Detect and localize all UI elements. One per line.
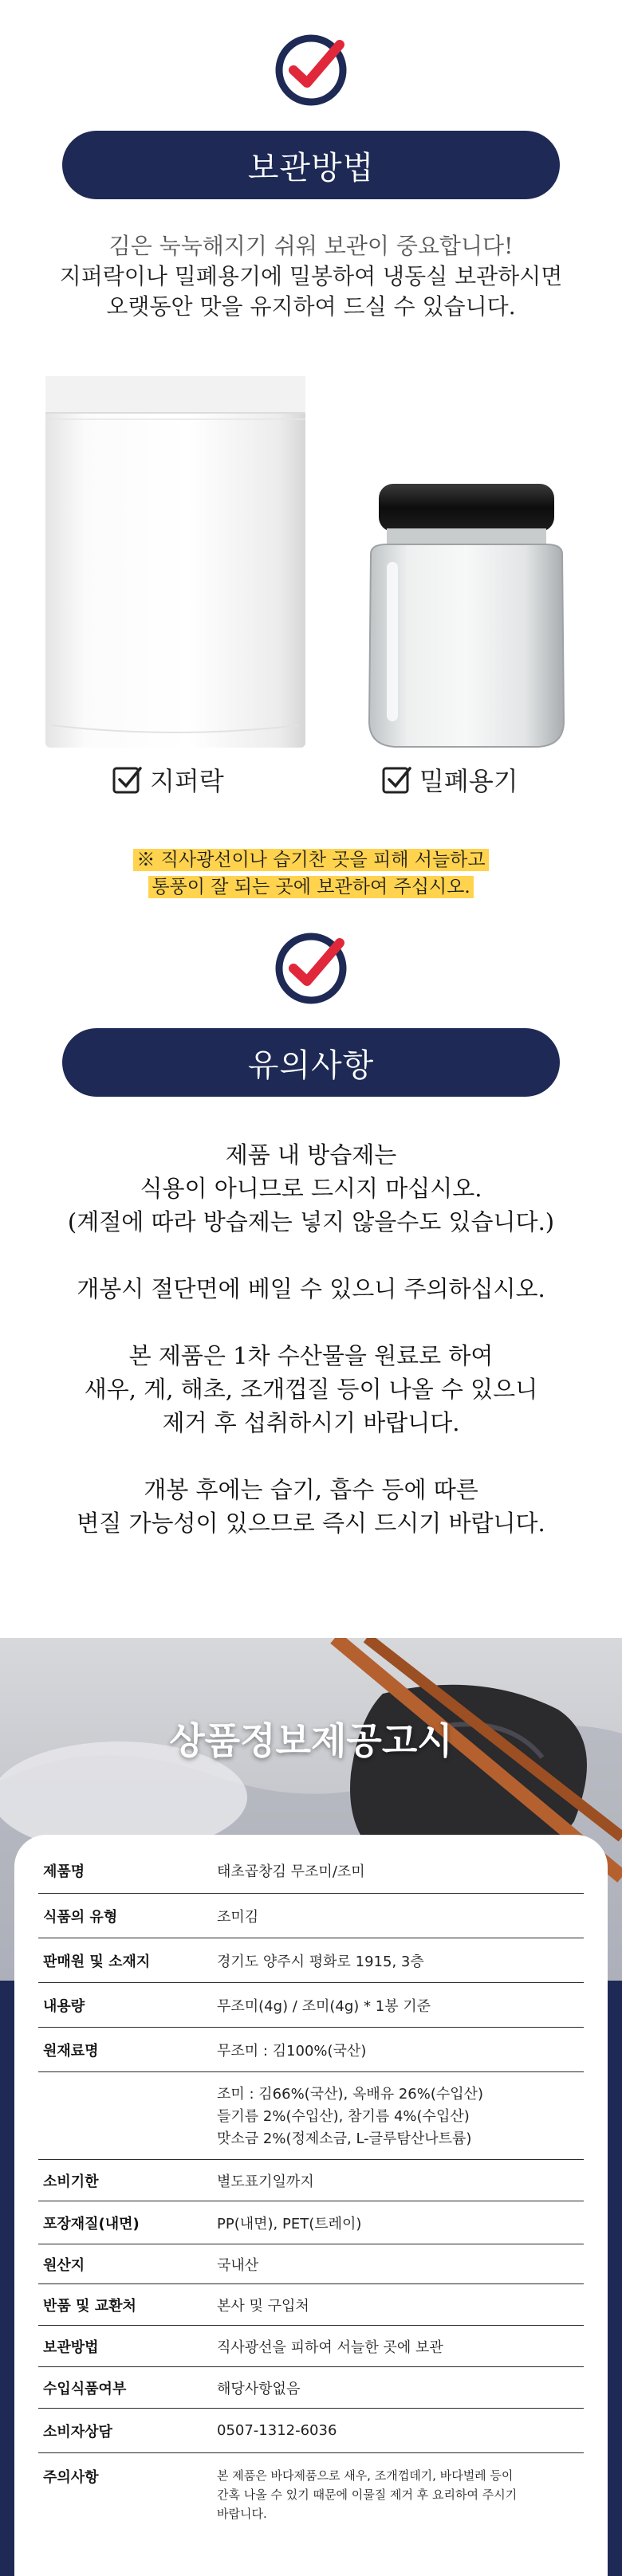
option-container: [381, 761, 518, 798]
row-value: 조미김: [217, 1908, 259, 1926]
row-value-line: 들기름 2%(수입산), 참기름 4%(수입산): [217, 2108, 470, 2125]
storage-notice: [0, 846, 622, 901]
row-value: 직사광선을 피하여 서늘한 곳에 보관: [217, 2338, 443, 2356]
sealed-jar-image: [355, 482, 578, 749]
row-key: 내용량: [43, 1997, 85, 2015]
row-key: 원산지: [43, 2256, 85, 2274]
table-row: [38, 2326, 584, 2367]
row-value: 별도표기일까지: [217, 2173, 314, 2190]
caution-line: 제거 후 섭취하시기 바랍니다.: [162, 1409, 460, 1436]
row-value: 무조미 : 김100%(국산): [217, 2042, 367, 2060]
caution-title-banner: [62, 1028, 560, 1097]
option-container-label: 밀폐용기: [419, 766, 518, 796]
storage-title: 보관방법: [247, 149, 375, 187]
row-value-line: 바랍니다.: [217, 2507, 267, 2521]
caution-line: 식용이 아니므로 드시지 마십시오.: [140, 1175, 482, 1202]
row-key: 식품의 유형: [43, 1908, 118, 1926]
row-key: 보관방법: [43, 2338, 99, 2356]
row-value-line: 조미 : 김66%(국산), 옥배유 26%(수입산): [217, 2086, 484, 2103]
checkbox-icon: [112, 764, 144, 795]
table-row: [38, 2453, 584, 2533]
caution-text: [0, 1138, 622, 1540]
row-value-line: 본 제품은 바다제품으로 새우, 조개껍데기, 바다벌레 등이: [217, 2468, 514, 2483]
option-zipper: [112, 761, 224, 798]
row-key: 판매원 및 소재지: [43, 1953, 151, 1970]
storage-line: 오랫동안 맛을 유지하여 드실 수 있습니다.: [106, 293, 516, 320]
caution-line: 변질 가능성이 있으므로 즉시 드시기 바랍니다.: [77, 1510, 545, 1537]
caution-line: 제품 내 방습제는: [225, 1141, 397, 1168]
table-row: [38, 1894, 584, 1938]
table-row: [38, 2244, 584, 2284]
zipper-bag-image: [44, 375, 307, 749]
row-value: [217, 2083, 584, 2150]
row-value: 국내산: [217, 2256, 259, 2274]
row-value: 경기도 양주시 평화로 1915, 3층: [217, 1953, 424, 1970]
row-key: 포장재질(내면): [43, 2215, 140, 2232]
checkmark-icon: [271, 929, 351, 1008]
notice-line: 통풍이 잘 되는 곳에 보관하여 주십시오.: [148, 876, 473, 898]
checkmark-icon: [271, 30, 351, 110]
row-key: 주의사항: [43, 2469, 99, 2486]
row-value-line: 간혹 나올 수 있기 때문에 이물질 제거 후 요리하여 주시기: [217, 2488, 518, 2502]
table-row: [38, 2028, 584, 2072]
row-value: PP(내면), PET(트레이): [217, 2215, 362, 2232]
table-row: [38, 2284, 584, 2326]
product-info-title: 상품정보제공고시: [169, 1719, 453, 1762]
caution-line: (계절에 따라 방습제는 넣지 않을수도 있습니다.): [67, 1208, 555, 1235]
row-key: 소비기한: [43, 2173, 99, 2190]
row-value: 해당사항없음: [217, 2380, 301, 2397]
storage-line: 김은 눅눅해지기 쉬워 보관이 중요합니다!: [108, 233, 514, 259]
row-value: 본사 및 구입처: [217, 2297, 309, 2315]
table-row: [38, 2409, 584, 2453]
table-row: [38, 2160, 584, 2201]
storage-line: 지퍼락이나 밀폐용기에 밀봉하여 냉동실 보관하시면: [59, 263, 563, 289]
row-value: [217, 2466, 584, 2523]
table-row: [38, 2072, 584, 2160]
row-key: 제품명: [43, 1863, 85, 1880]
row-key: 수입식품여부: [43, 2380, 127, 2397]
row-value: 0507-1312-6036: [217, 2422, 337, 2439]
row-value: 무조미(4g) / 조미(4g) * 1봉 기준: [217, 1997, 431, 2015]
table-row: [38, 1938, 584, 1983]
caution-line: 새우, 게, 해초, 조개껍질 등이 나올 수 있으니: [84, 1376, 538, 1403]
checkbox-icon: [381, 764, 413, 795]
caution-line: 본 제품은 1차 수산물을 원료로 하여: [128, 1342, 494, 1369]
product-info-table: [38, 1848, 584, 2533]
table-row: [38, 1983, 584, 2028]
row-key: 소비자상담: [43, 2423, 112, 2441]
storage-description: [0, 231, 622, 322]
row-key: 반품 및 교환처: [43, 2297, 136, 2315]
caution-line: 개봉 후에는 습기, 흡수 등에 따른: [144, 1476, 478, 1503]
caution-line: 개봉시 절단면에 베일 수 있으니 주의하십시오.: [77, 1275, 545, 1302]
row-value-line: 맛소금 2%(정제소금, L-글루탐산나트륨): [217, 2130, 472, 2147]
table-row: [38, 2201, 584, 2244]
row-value: 태초곱창김 무조미/조미: [217, 1863, 365, 1880]
caution-title: 유의사항: [247, 1046, 375, 1084]
option-zipper-label: 지퍼락: [150, 766, 224, 796]
table-row: [38, 2367, 584, 2409]
row-key: 원재료명: [43, 2042, 99, 2060]
storage-title-banner: [62, 131, 560, 199]
table-row: [38, 1848, 584, 1894]
notice-line: ※ 직사광선이나 습기찬 곳을 피해 서늘하고: [133, 849, 488, 871]
